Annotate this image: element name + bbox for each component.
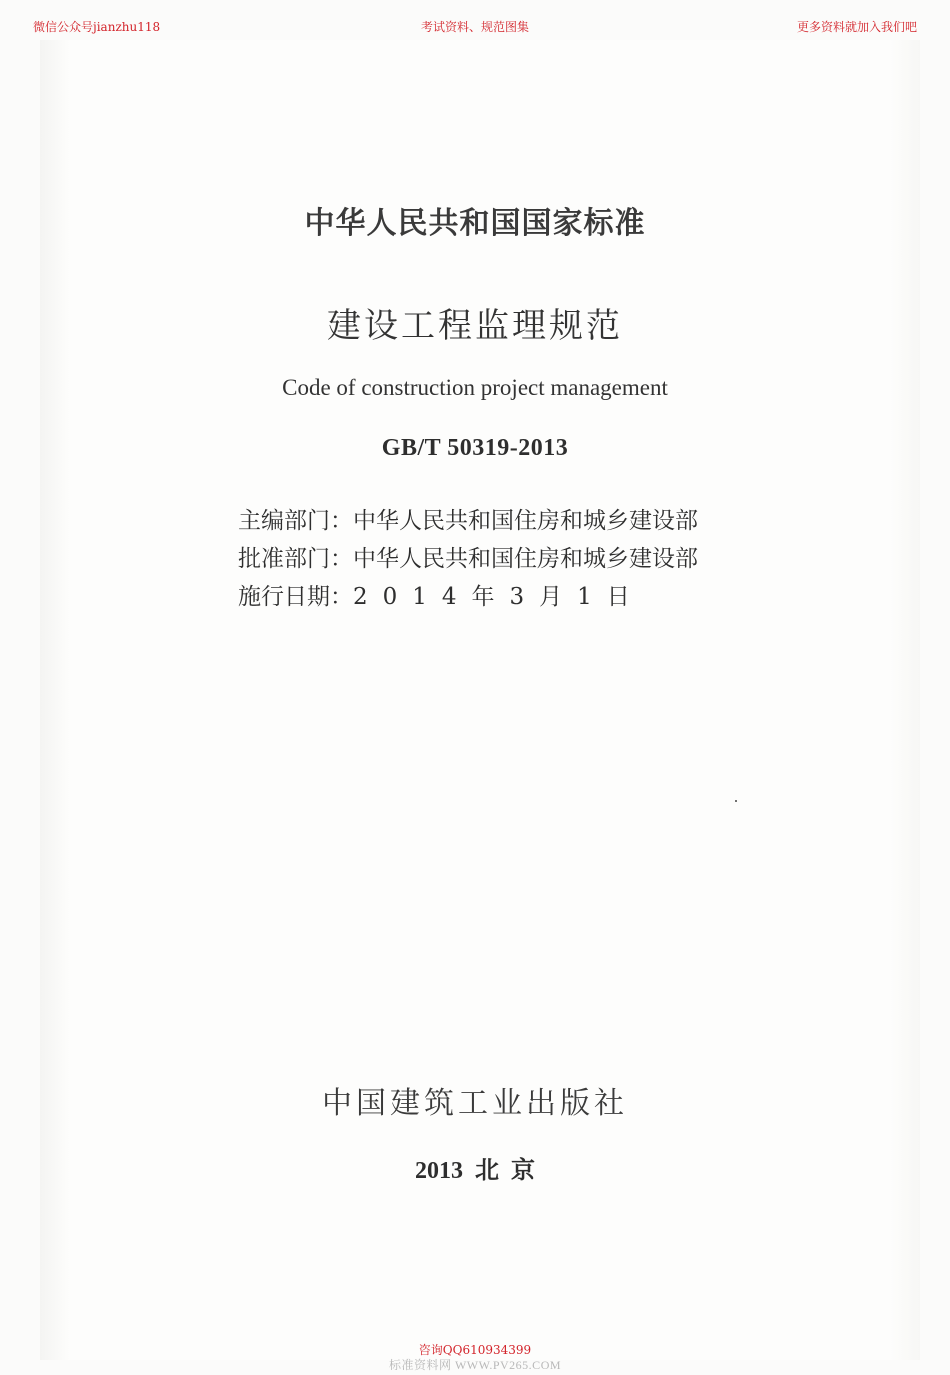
approval-department-label: 批准部门： (238, 546, 353, 572)
effective-date-value: 2014年3月1日 (353, 584, 645, 610)
national-standard-label: 中华人民共和国国家标准 (304, 206, 646, 241)
footer-watermark-text: 标准资料网 WWW.PV265.COM (388, 1358, 562, 1372)
footer-contact-text: 咨询QQ610934399 (418, 1343, 532, 1357)
scan-speck (735, 800, 737, 802)
effective-date-row (238, 578, 758, 611)
effective-date-label: 施行日期： (238, 584, 353, 610)
header-join-text: 更多资料就加入我们吧 (796, 20, 917, 34)
editor-department-label: 主编部门： (238, 508, 353, 534)
approval-department-value: 中华人民共和国住房和城乡建设部 (353, 546, 698, 572)
header-center-text: 考试资料、规范图集 (420, 20, 529, 34)
editor-department-value: 中华人民共和国住房和城乡建设部 (353, 508, 698, 534)
standard-code: GB/T 50319-2013 (381, 435, 569, 461)
approval-department-row (238, 540, 758, 573)
document-title-chinese: 建设工程监理规范 (327, 306, 623, 346)
editor-department-row (238, 502, 758, 535)
publication-year-place: 2013 北 京 (415, 1158, 535, 1184)
publisher-name: 中国建筑工业出版社 (322, 1086, 628, 1121)
header-wechat-text: 微信公众号jianzhu118 (33, 20, 161, 34)
document-title-english: Code of construction project management (282, 375, 668, 400)
